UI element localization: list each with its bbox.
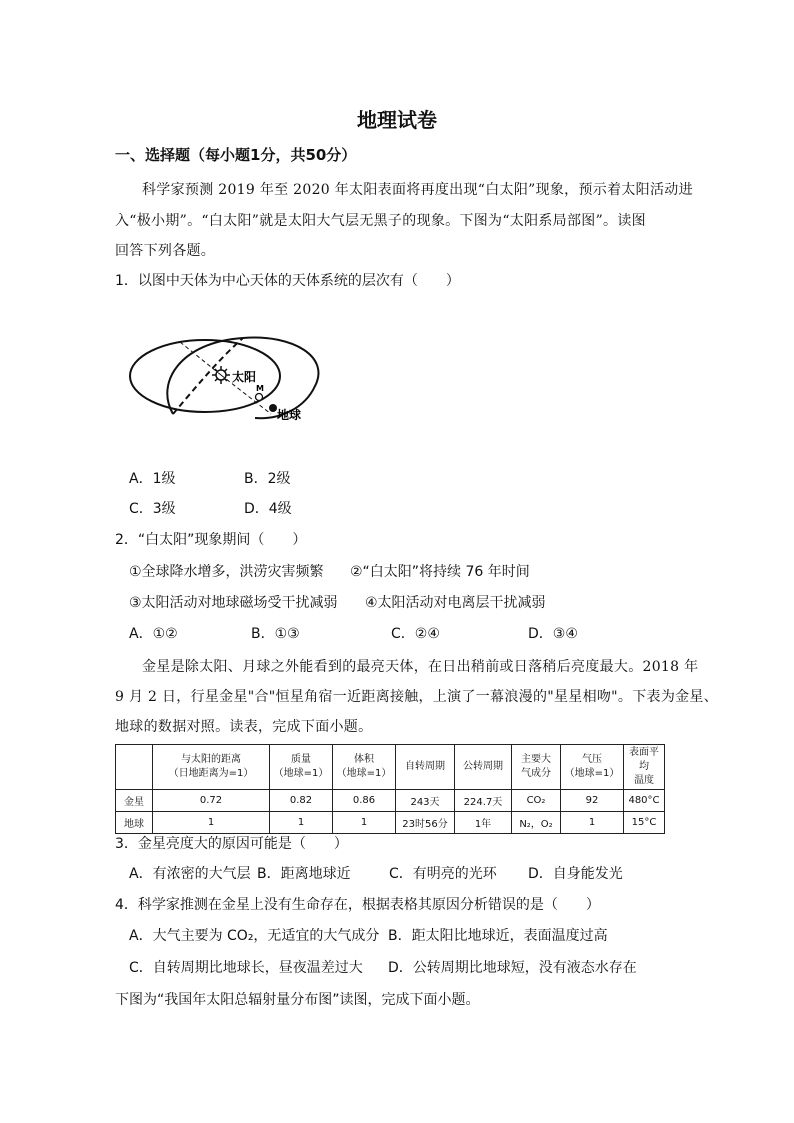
table-cell: 0.72 xyxy=(153,790,270,812)
q1-option-c: C．3级 xyxy=(129,501,176,517)
q1-option-b: B．2级 xyxy=(244,471,291,487)
table-header-cell: 气压 （地球=1） xyxy=(561,745,624,790)
passage2-line3: 地球的数据对照。读表，完成下面小题。 xyxy=(115,719,373,735)
table-cell: 1年 xyxy=(455,812,512,834)
point-m-marker xyxy=(256,394,263,401)
table-cell: N₂，O₂ xyxy=(512,812,561,834)
question-1-stem: 1．以图中天体为中心天体的天体系统的层次有（ ） xyxy=(115,273,460,289)
table-cell: 92 xyxy=(561,790,624,812)
q3-option-b: B．距离地球近 xyxy=(257,866,351,882)
venus-earth-table xyxy=(115,744,665,834)
q2-option-b: B．①③ xyxy=(251,626,300,642)
closing-instruction: 下图为“我国年太阳总辐射量分布图”读图，完成下面小题。 xyxy=(115,992,480,1008)
table-cell: 15°C xyxy=(624,812,665,834)
q1-option-d: D．4级 xyxy=(244,501,292,517)
table-cell: CO₂ xyxy=(512,790,561,812)
earth-label: 地球 xyxy=(277,408,302,422)
table-header-cell: 质量 （地球=1） xyxy=(270,745,333,790)
q2-option-d: D．③④ xyxy=(528,626,578,642)
passage1-line1: 科学家预测 2019 年至 2020 年太阳表面将再度出现“白太阳”现象，预示着太阳活动进 xyxy=(142,182,693,198)
solar-system-diagram xyxy=(125,328,325,428)
table-cell: 1 xyxy=(333,812,396,834)
question-2-stem: 2．“白太阳”现象期间（ ） xyxy=(115,532,307,548)
q4-option-d: D．公转周期比地球短，没有液态水存在 xyxy=(388,960,637,976)
table-header-cell: 表面平均 温度 xyxy=(624,745,665,790)
q2-statement-2: ②“白太阳”将持续 76 年时间 xyxy=(350,564,530,580)
point-m-label: M xyxy=(256,384,264,393)
table-cell: 243天 xyxy=(396,790,455,812)
table-cell: 1 xyxy=(270,812,333,834)
passage1-line3: 回答下列各题。 xyxy=(115,243,216,259)
table-header-cell: 公转周期 xyxy=(455,745,512,790)
q3-option-c: C．有明亮的光环 xyxy=(389,866,497,882)
question-4-stem: 4．科学家推测在金星上没有生命存在，根据表格其原因分析错误的是（ ） xyxy=(115,897,600,913)
q2-statement-3: ③太阳活动对地球磁场受干扰减弱 xyxy=(129,595,338,611)
table-header-cell: 自转周期 xyxy=(396,745,455,790)
table-cell: 480°C xyxy=(624,790,665,812)
q2-statement-4: ④太阳活动对电离层干扰减弱 xyxy=(365,595,546,611)
table-cell: 0.82 xyxy=(270,790,333,812)
q4-option-c: C．自转周期比地球长，昼夜温差过大 xyxy=(129,960,363,976)
question-3-stem: 3．金星亮度大的原因可能是（ ） xyxy=(115,836,348,852)
table-cell: 0.86 xyxy=(333,790,396,812)
table-header-row xyxy=(116,745,665,790)
passage2-line2: 9 月 2 日，行星金星"合"恒星角宿一近距离接触，上演了一幕浪漫的"星星相吻"。下表为金星、 xyxy=(115,689,719,705)
q2-statement-1: ①全球降水增多，洪涝灾害频繁 xyxy=(129,564,324,580)
table-header-cell: 体积 （地球=1） xyxy=(333,745,396,790)
q2-option-c: C．②④ xyxy=(391,626,440,642)
table-cell: 1 xyxy=(561,812,624,834)
earth-orbit xyxy=(130,340,280,412)
table-row xyxy=(116,812,665,834)
q4-option-a: A．大气主要为 CO₂，无适宜的大气成分 xyxy=(129,928,380,944)
table-header-cell xyxy=(116,745,153,790)
table-cell: 金星 xyxy=(116,790,153,812)
page-title: 地理试卷 xyxy=(357,108,437,132)
table-row xyxy=(116,790,665,812)
table-cell: 地球 xyxy=(116,812,153,834)
table-cell: 224.7天 xyxy=(455,790,512,812)
passage1-line2: 入“极小期”。“白太阳”就是太阳大气层无黑子的现象。下图为“太阳系局部图”。读图 xyxy=(115,213,646,229)
sun-label: 太阳 xyxy=(232,370,257,384)
q3-option-d: D．自身能发光 xyxy=(528,866,623,882)
earth-marker xyxy=(269,404,277,412)
table-cell: 1 xyxy=(153,812,270,834)
table-header-cell: 主要大 气成分 xyxy=(512,745,561,790)
table-cell: 23时56分 xyxy=(396,812,455,834)
q3-option-a: A．有浓密的大气层 xyxy=(129,866,251,882)
passage2-line1: 金星是除太阳、月球之外能看到的最亮天体，在日出稍前或日落稍后亮度最大。2018 年 xyxy=(142,659,699,675)
q4-option-b: B．距太阳比地球近，表面温度过高 xyxy=(388,928,608,944)
table-header-cell: 与太阳的距离 （日地距离为=1） xyxy=(153,745,270,790)
q2-option-a: A．①② xyxy=(129,626,178,642)
section-heading: 一、选择题（每小题1分，共50分） xyxy=(115,146,357,164)
q1-option-a: A．1级 xyxy=(129,471,176,487)
